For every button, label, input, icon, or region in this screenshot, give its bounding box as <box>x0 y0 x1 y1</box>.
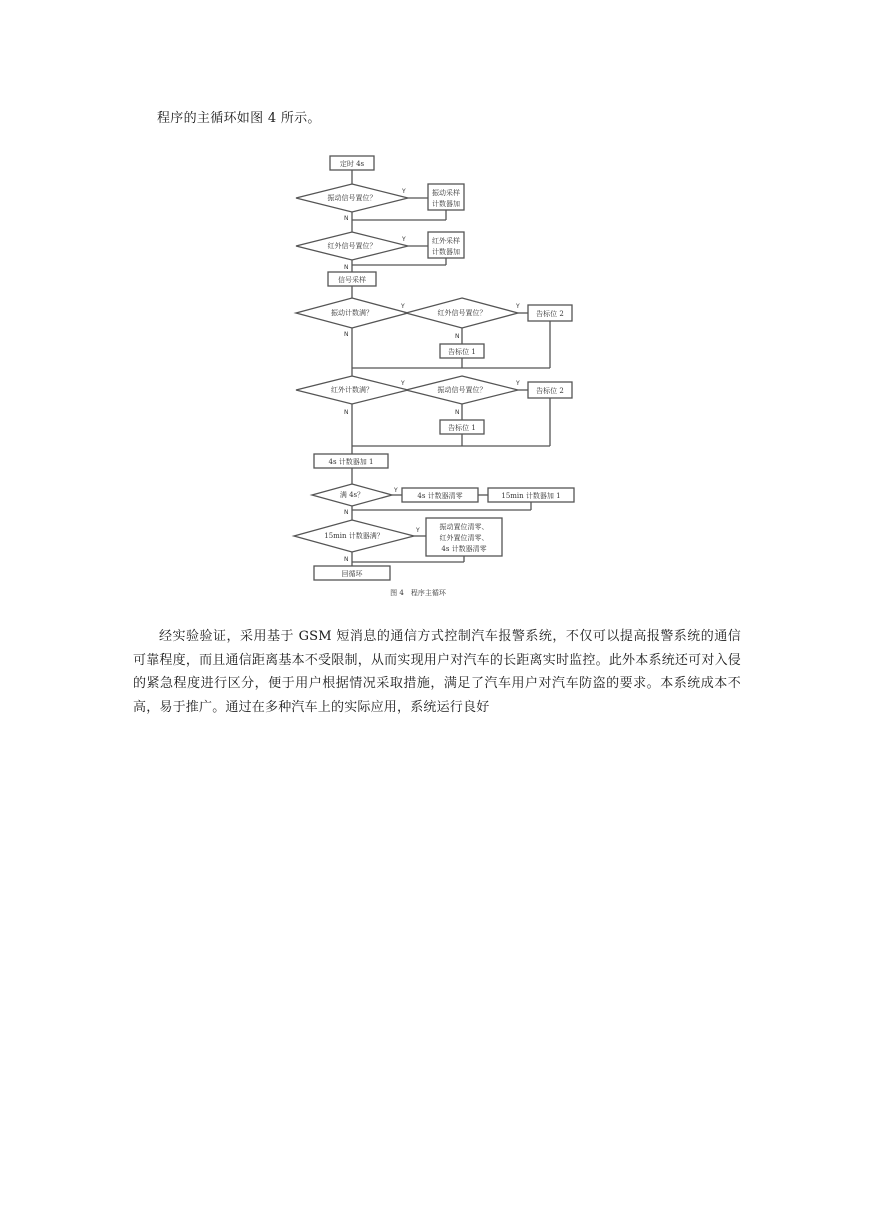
fc-p11-label-c: 4s 计数器清零 <box>441 545 487 553</box>
fc-yes-5: Y <box>401 380 405 387</box>
fc-p11-label-b: 红外置位清零、 <box>439 534 489 542</box>
fc-d2-label: 红外信号置位？ <box>327 242 377 250</box>
fc-yes-4: Y <box>516 303 520 310</box>
fc-yes-7: Y <box>394 487 398 494</box>
fc-no-1: N <box>344 215 349 222</box>
fc-yes-1: Y <box>402 188 406 195</box>
fc-yes-3: Y <box>401 303 405 310</box>
fc-p1-label-b: 计数器加 <box>432 200 460 208</box>
fc-no-4: N <box>455 333 460 340</box>
intro-paragraph: 程序的主循环如图 4 所示。 <box>157 111 321 126</box>
fc-p2-label-a: 红外采样 <box>432 237 460 245</box>
fc-d8-label: 15min 计数器满？ <box>324 532 384 540</box>
fc-p11-label-a: 振动置位清零、 <box>439 523 489 531</box>
fc-d6-label: 振动信号置位？ <box>437 386 487 394</box>
flowchart-figure <box>290 148 590 608</box>
fc-p10-label: 15min 计数器加 1 <box>501 492 561 500</box>
fc-no-6: N <box>455 409 460 416</box>
fc-p7-label: 告标位 1 <box>448 424 476 432</box>
fc-p3-label: 信号采样 <box>338 276 366 284</box>
fc-yes-6: Y <box>516 380 520 387</box>
fc-d7-label: 满 4s？ <box>339 491 365 499</box>
fc-yes-2: Y <box>402 236 406 243</box>
fc-start-label: 定时 4s <box>339 160 365 168</box>
fc-no-5: N <box>344 409 349 416</box>
fc-d4-label: 红外信号置位？ <box>437 309 487 317</box>
fc-no-7: N <box>344 509 349 516</box>
figure-caption: 图 4 程序主循环 <box>390 589 446 597</box>
fc-no-8: N <box>344 556 349 563</box>
fc-p9-label: 4s 计数器清零 <box>417 492 463 500</box>
fc-p5-label: 告标位 1 <box>448 348 476 356</box>
fc-end-label: 回循环 <box>341 570 363 578</box>
fc-yes-8: Y <box>416 527 420 534</box>
fc-p2-label-b: 计数器加 <box>432 248 460 256</box>
fc-p1-label-a: 振动采样 <box>432 189 460 197</box>
body-paragraph: 经实验验证，采用基于 GSM 短消息的通信方式控制汽车报警系统，不仅可以提高报警系统的通信可靠程度，而且通信距离基本不受限制，从而实现用户对汽车的长距离实时监控。此外本系统还可对入侵的紧急程度进行区分，便于用户根据情况采取措施，满足了汽车用户对汽车防盗的要求。本系统成本不高，易于推广。通过在多种汽车上的实际应用，系统运行良好 <box>133 629 741 715</box>
fc-d5-label: 红外计数满？ <box>331 386 373 394</box>
fc-no-2: N <box>344 264 349 271</box>
fc-p8-label: 4s 计数器加 1 <box>328 458 374 466</box>
fc-d1-label: 振动信号置位？ <box>327 194 377 202</box>
fc-no-3: N <box>344 331 349 338</box>
fc-p4-label: 告标位 2 <box>536 310 564 318</box>
fc-d3-label: 振动计数满？ <box>331 309 373 317</box>
fc-p6-label: 告标位 2 <box>536 387 564 395</box>
